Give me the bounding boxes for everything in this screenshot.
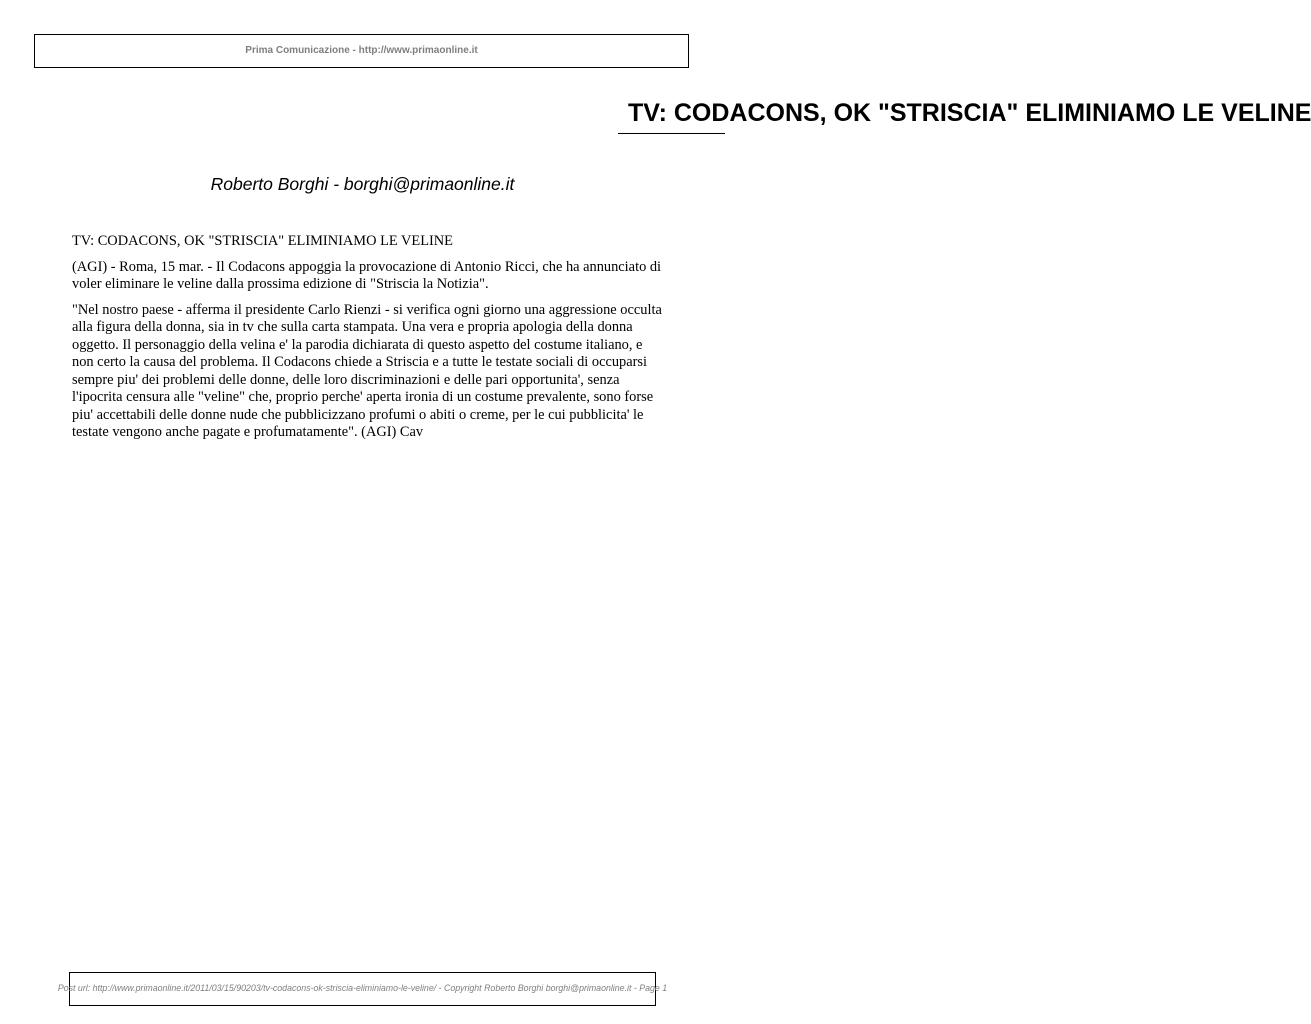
page-header xyxy=(34,34,689,68)
article-paragraph: "Nel nostro paese - afferma il presidente Carlo Rienzi - si verifica ogni giorno una aggressione occulta alla figura della donna, sia in tv che sulla carta stampata. Una vera e propria apologia della donna oggetto. Il personaggio della velina e' la parodia dichiarata di questo aspetto del costume italiano, e non certo la causa del problema. Il Codacons chiede a Striscia e a tutte le testate sociali di occuparsi sempre piu' dei problemi delle donne, delle loro discriminazioni e delle pari opportunita', senza l'ipocrita censura alle "veline" che, proprio perche' aperta ironia di un costume prevalente, sono forse piu' accettabili delle donne nude che pubblicizzano profumi o abiti o creme, per le cui pubblicita' le testate vengono anche pagate e profumatamente". (AGI) Cav xyxy=(72,301,662,440)
article-body xyxy=(72,233,662,450)
article-paragraph: TV: CODACONS, OK "STRISCIA" ELIMINIAMO LE VELINE xyxy=(72,233,453,249)
title-underline xyxy=(618,133,725,134)
footer-post-url: Post url: http://www.primaonline.it/2011/03/15/90203/tv-codacons-ok-striscia-eliminiamo-le-veline/ - Copyright Roberto Borghi borghi@primaonline.it - Page 1 xyxy=(57,983,668,993)
author-byline: Roberto Borghi - borghi@primaonline.it xyxy=(210,174,515,194)
article-paragraph: (AGI) - Roma, 15 mar. - Il Codacons appoggia la provocazione di Antonio Ricci, che ha annunciato di voler eliminare le veline dalla prossima edizione di "Striscia la Notizia". xyxy=(72,258,662,292)
header-text: Prima Comunicazione - http://www.primaonline.it xyxy=(245,45,478,56)
article-title: TV: CODACONS, OK "STRISCIA" ELIMINIAMO LE VELINE xyxy=(628,99,1311,127)
